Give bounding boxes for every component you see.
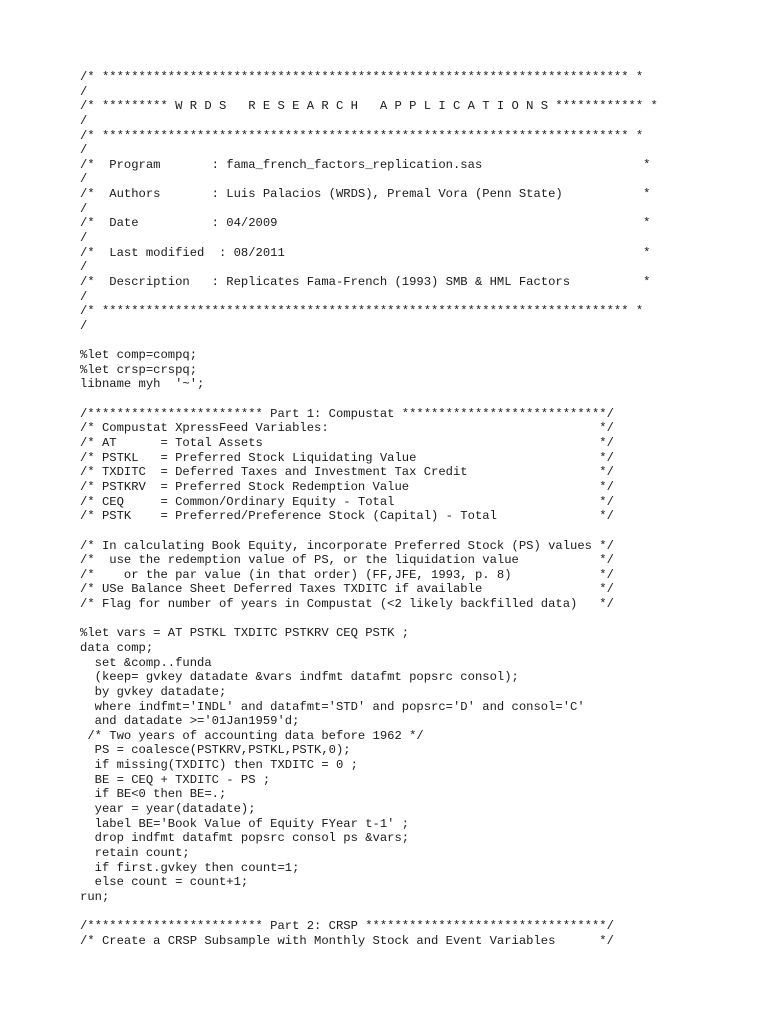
code-line: /************************ Part 1: Compustat ****************************/	[80, 406, 614, 421]
code-line: /* Description : Replicates Fama-French (1993) SMB & HML Factors *	[80, 274, 651, 289]
code-line: drop indfmt datafmt popsrc consol ps &vars;	[80, 831, 410, 846]
code-line: /* ********* W R D S R E S E A R C H A P P L I C A T I O N S ************ *	[80, 99, 658, 114]
code-line: PS = coalesce(PSTKRV,PSTKL,PSTK,0);	[80, 743, 351, 758]
code-line: /* or the par value (in that order) (FF,JFE, 1993, p. 8) */	[80, 567, 614, 582]
code-line: /* ************************************************************************ *	[80, 70, 644, 84]
code-line: /* AT = Total Assets */	[80, 436, 614, 451]
sas-code-listing	[80, 70, 658, 948]
code-line: data comp;	[80, 640, 154, 655]
code-line: if BE<0 then BE=.;	[80, 787, 227, 802]
code-line: /	[80, 318, 88, 333]
code-line: /	[80, 172, 88, 187]
code-line	[80, 905, 658, 920]
code-line: /	[80, 231, 88, 246]
code-line: else count = count+1;	[80, 875, 249, 890]
code-line: if missing(TXDITC) then TXDITC = 0 ;	[80, 758, 358, 773]
code-line: /* Program : fama_french_factors_replication.sas *	[80, 157, 651, 172]
code-line: run;	[80, 889, 110, 904]
code-line: (keep= gvkey datadate &vars indfmt datafmt popsrc consol);	[80, 670, 519, 685]
code-line: %let comp=compq;	[80, 348, 198, 363]
code-line: /	[80, 289, 88, 304]
code-line: and datadate >='01Jan1959'd;	[80, 714, 300, 729]
code-line	[80, 612, 658, 627]
code-line: /* In calculating Book Equity, incorporate Preferred Stock (PS) values */	[80, 538, 614, 553]
code-line: by gvkey datadate;	[80, 684, 227, 699]
code-line: /* Two years of accounting data before 1962 */	[80, 728, 424, 743]
code-line	[80, 392, 658, 407]
code-line: /	[80, 260, 88, 275]
code-line: %let vars = AT PSTKL TXDITC PSTKRV CEQ PSTK ;	[80, 626, 410, 641]
code-line: /* Last modified : 08/2011 *	[80, 245, 651, 260]
code-line: /	[80, 84, 88, 99]
code-line	[80, 524, 658, 539]
code-line: BE = CEQ + TXDITC - PS ;	[80, 772, 271, 787]
code-line: /	[80, 201, 88, 216]
code-line: where indfmt='INDL' and datafmt='STD' and popsrc='D' and consol='C'	[80, 699, 585, 714]
code-line: retain count;	[80, 845, 190, 860]
code-line: set &comp..funda	[80, 655, 212, 670]
code-line: if first.gvkey then count=1;	[80, 860, 300, 875]
code-line: label BE='Book Value of Equity FYear t-1' ;	[80, 816, 410, 831]
code-line: /	[80, 113, 88, 128]
code-line: /************************ Part 2: CRSP *********************************/	[80, 919, 614, 934]
code-line: /* use the redemption value of PS, or the liquidation value */	[80, 553, 614, 568]
code-line: /* CEQ = Common/Ordinary Equity - Total */	[80, 494, 614, 509]
code-line: /* USe Balance Sheet Deferred Taxes TXDITC if available */	[80, 582, 614, 597]
code-line: /* PSTKL = Preferred Stock Liquidating Value */	[80, 450, 614, 465]
code-line: libname myh '~';	[80, 377, 205, 392]
code-line: /	[80, 143, 88, 158]
code-line: /* Authors : Luis Palacios (WRDS), Premal Vora (Penn State) *	[80, 187, 651, 202]
code-line: year = year(datadate);	[80, 802, 256, 817]
code-line: %let crsp=crspq;	[80, 362, 198, 377]
code-line: /* Flag for number of years in Compustat (<2 likely backfilled data) */	[80, 597, 614, 612]
code-line: /* PSTK = Preferred/Preference Stock (Capital) - Total */	[80, 509, 614, 524]
code-line: /* TXDITC = Deferred Taxes and Investment Tax Credit */	[80, 465, 614, 480]
code-line: /* ************************************************************************ *	[80, 128, 644, 143]
code-line: /* Compustat XpressFeed Variables: */	[80, 421, 614, 436]
code-line: /* Date : 04/2009 *	[80, 216, 651, 231]
code-line: /* Create a CRSP Subsample with Monthly Stock and Event Variables */	[80, 933, 614, 948]
code-line: /* ************************************************************************ *	[80, 304, 644, 319]
code-line	[80, 334, 658, 349]
code-line: /* PSTKRV = Preferred Stock Redemption Value */	[80, 479, 614, 494]
